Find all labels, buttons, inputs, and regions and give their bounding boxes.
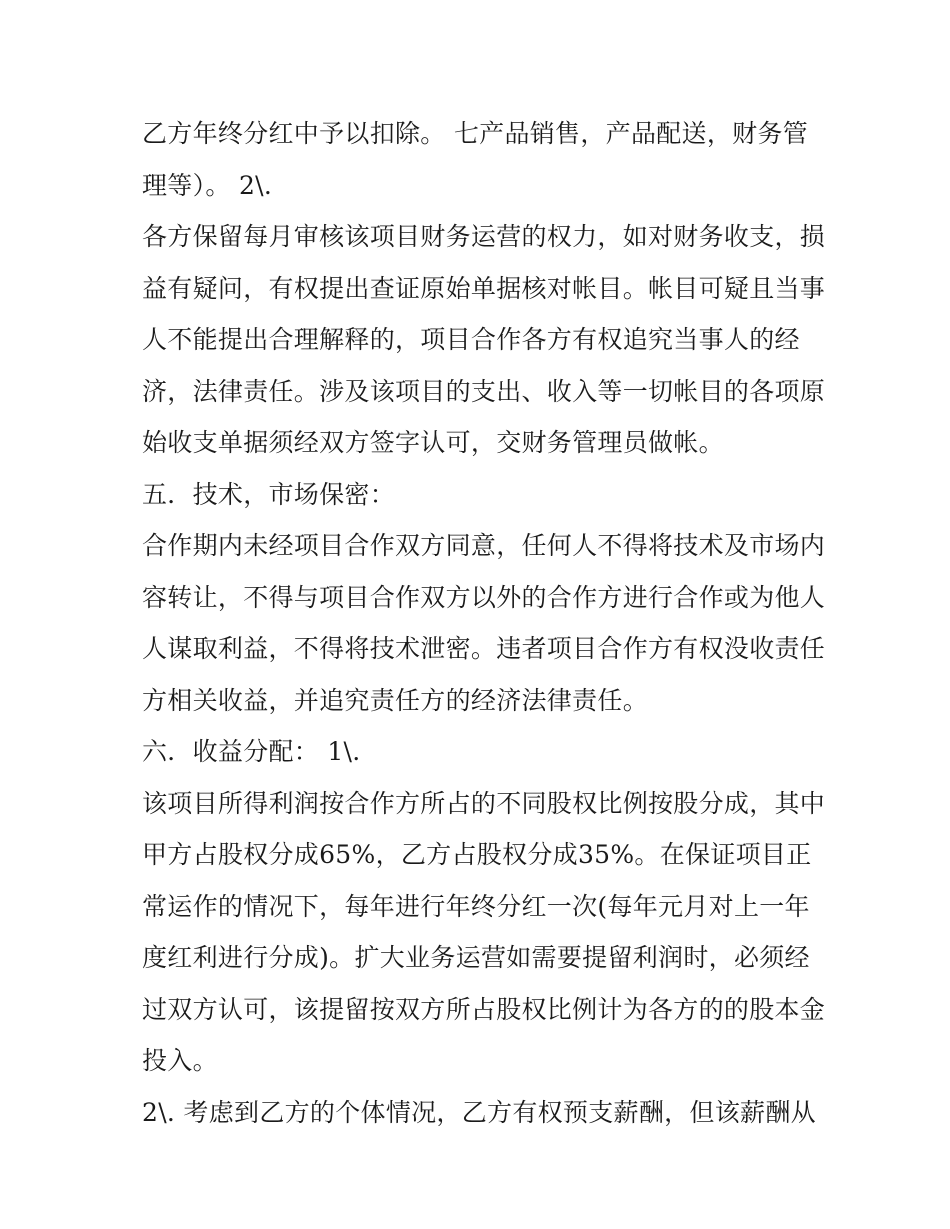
document-body bbox=[142, 108, 826, 1138]
text-line: 常运作的情况下，每年进行年终分红一次(每年元月对上一年 bbox=[142, 891, 810, 921]
text-line: 度红利进行分成)。扩大业务运营如需要提留利润时，必须经 bbox=[142, 943, 810, 972]
text-line: 始收支单据须经双方签字认可，交财务管理员做帐。 bbox=[142, 428, 724, 457]
section-heading: 五．技术，市场保密： bbox=[142, 479, 396, 509]
text-line: 该项目所得利润按合作方所占的不同股权比例按股分成，其中 bbox=[142, 788, 826, 818]
text-line: 人不能提出合理解释的，项目合作各方有权追究当事人的经 bbox=[142, 325, 800, 354]
text-line: 过双方认可，该提留按双方所占股权比例计为各方的的股本金 bbox=[142, 994, 826, 1024]
text-line: 2\. 考虑到乙方的个体情况，乙方有权预支薪酬，但该薪酬从 bbox=[142, 1097, 816, 1127]
text-line: 方相关收益，并追究责任方的经济法律责任。 bbox=[142, 685, 649, 715]
text-line: 益有疑问，有权提出查证原始单据核对帐目。帐目可疑且当事 bbox=[142, 273, 826, 303]
text-line: 甲方占股权分成65%，乙方占股权分成35%。在保证项目正 bbox=[142, 840, 812, 869]
text-line: 各方保留每月审核该项目财务运营的权力，如对财务收支，损 bbox=[142, 222, 826, 251]
text-line: 理等）。 2\. bbox=[142, 170, 273, 200]
text-line: 投入。 bbox=[142, 1046, 218, 1075]
section-heading: 六．收益分配： 1\. bbox=[142, 737, 361, 766]
text-line: 人谋取利益，不得将技术泄密。违者项目合作方有权没收责任 bbox=[142, 634, 826, 663]
text-line: 济，法律责任。涉及该项目的支出、收入等一切帐目的各项原 bbox=[142, 376, 826, 406]
text-line: 合作期内未经项目合作双方同意，任何人不得将技术及市场内 bbox=[142, 531, 826, 560]
text-line: 乙方年终分红中予以扣除。 七产品销售，产品配送，财务管 bbox=[142, 119, 809, 148]
text-line: 容转让，不得与项目合作双方以外的合作方进行合作或为他人 bbox=[142, 582, 826, 612]
